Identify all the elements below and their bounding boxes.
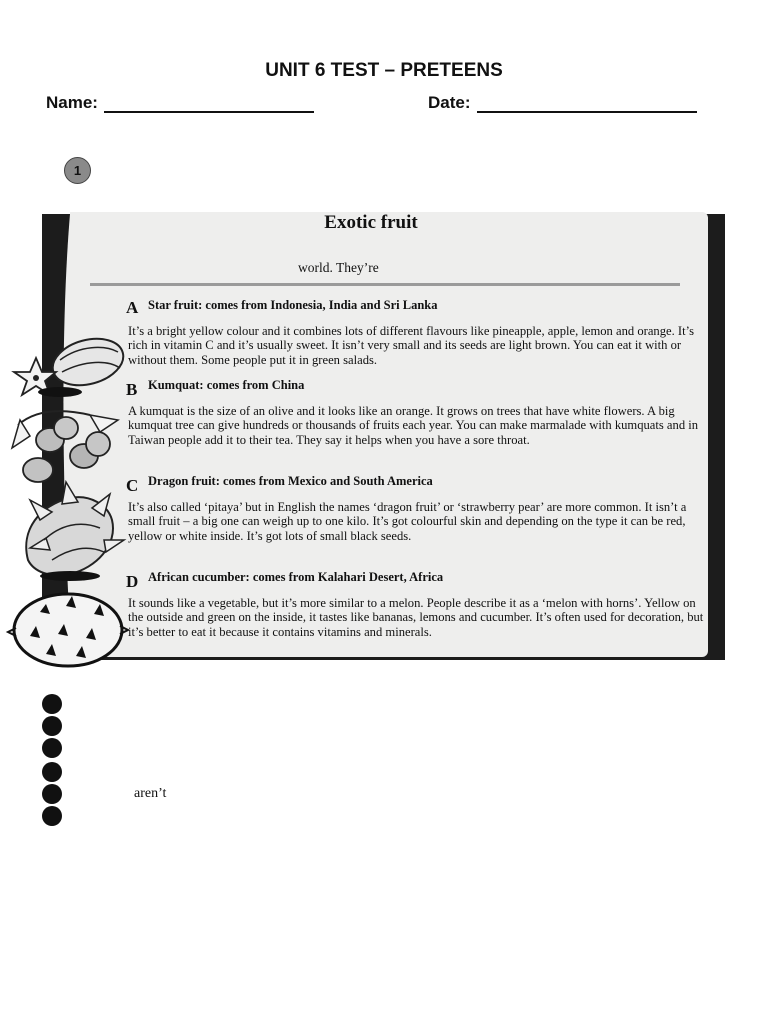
section-heading: Dragon fruit: comes from Mexico and South America: [148, 474, 433, 488]
section-heading: Star fruit: comes from Indonesia, India and Sri Lanka: [148, 298, 438, 312]
test-title: UNIT 6 TEST – PRETEENS: [265, 60, 503, 81]
exercise-number-badge: 1: [64, 157, 91, 184]
answer-bullet: [42, 738, 62, 758]
fruit-illustrations: [0, 0, 130, 680]
section-letter: A: [126, 298, 139, 317]
section-letter: D: [126, 572, 139, 591]
answer-bullet: [42, 784, 62, 804]
section-text: It’s also called ‘pitaya’ but in English the names ‘dragon fruit’ or ‘strawberry pear’ are more common. It isn’t a small fruit – a big one can weigh up to one kilo. It’s got colourful skin and depending on the type it can be red, yellow or white inside. It’s got lots of small black seeds.: [128, 500, 687, 543]
answer-bullet: [42, 762, 62, 782]
reading-card: [70, 212, 708, 657]
kumquat-icon: [12, 411, 118, 482]
answer-bullet: [42, 694, 62, 714]
section-text: A kumquat is the size of an olive and it looks like an orange. It grows on trees that have white flowers. A big kumquat tree can give hundreds or thousands of fruits each year. You can make marmalade with kumquats and in Taiwan people add it to their tea. They say it helps when you have a sore throat.: [128, 404, 699, 447]
section-heading: African cucumber: comes from Kalahari Desert, Africa: [148, 570, 444, 584]
divider-rule: [90, 283, 680, 286]
answer-fragment: aren’t: [134, 786, 167, 801]
dragon-fruit-icon: [26, 482, 124, 581]
date-blank-line[interactable]: [477, 93, 697, 113]
name-label: Name:: [46, 93, 98, 112]
answer-bullet: [42, 806, 62, 826]
african-cucumber-icon: [8, 594, 128, 666]
section-letter: C: [126, 476, 139, 495]
star-fruit-icon: [14, 331, 128, 397]
reading-title: Exotic fruit: [324, 212, 418, 233]
name-blank-line[interactable]: [104, 93, 314, 113]
section-heading: Kumquat: comes from China: [148, 378, 305, 392]
reading-intro: world. They’re: [298, 260, 379, 275]
section-text: It’s a bright yellow colour and it combines lots of different flavours like pineapple, apple, lemon and orange. It’s rich in vitamin C and it’s usually sweet. It isn’t very small and its seeds are light brown. You can eat it with or without them. Some people put it in green salads.: [128, 324, 694, 367]
date-label: Date:: [428, 93, 471, 112]
answer-bullet: [42, 716, 62, 736]
section-text: It sounds like a vegetable, but it’s more similar to a melon. People describe it as a ‘melon with horns’. Yellow on the outside and green on the inside, it tastes like bananas, lemons and cucumber. It’s often used for decoration, but it’s better to eat it because it contains vitamins and minerals.: [128, 596, 704, 639]
section-letter: B: [126, 380, 138, 399]
date-field: [428, 93, 697, 113]
